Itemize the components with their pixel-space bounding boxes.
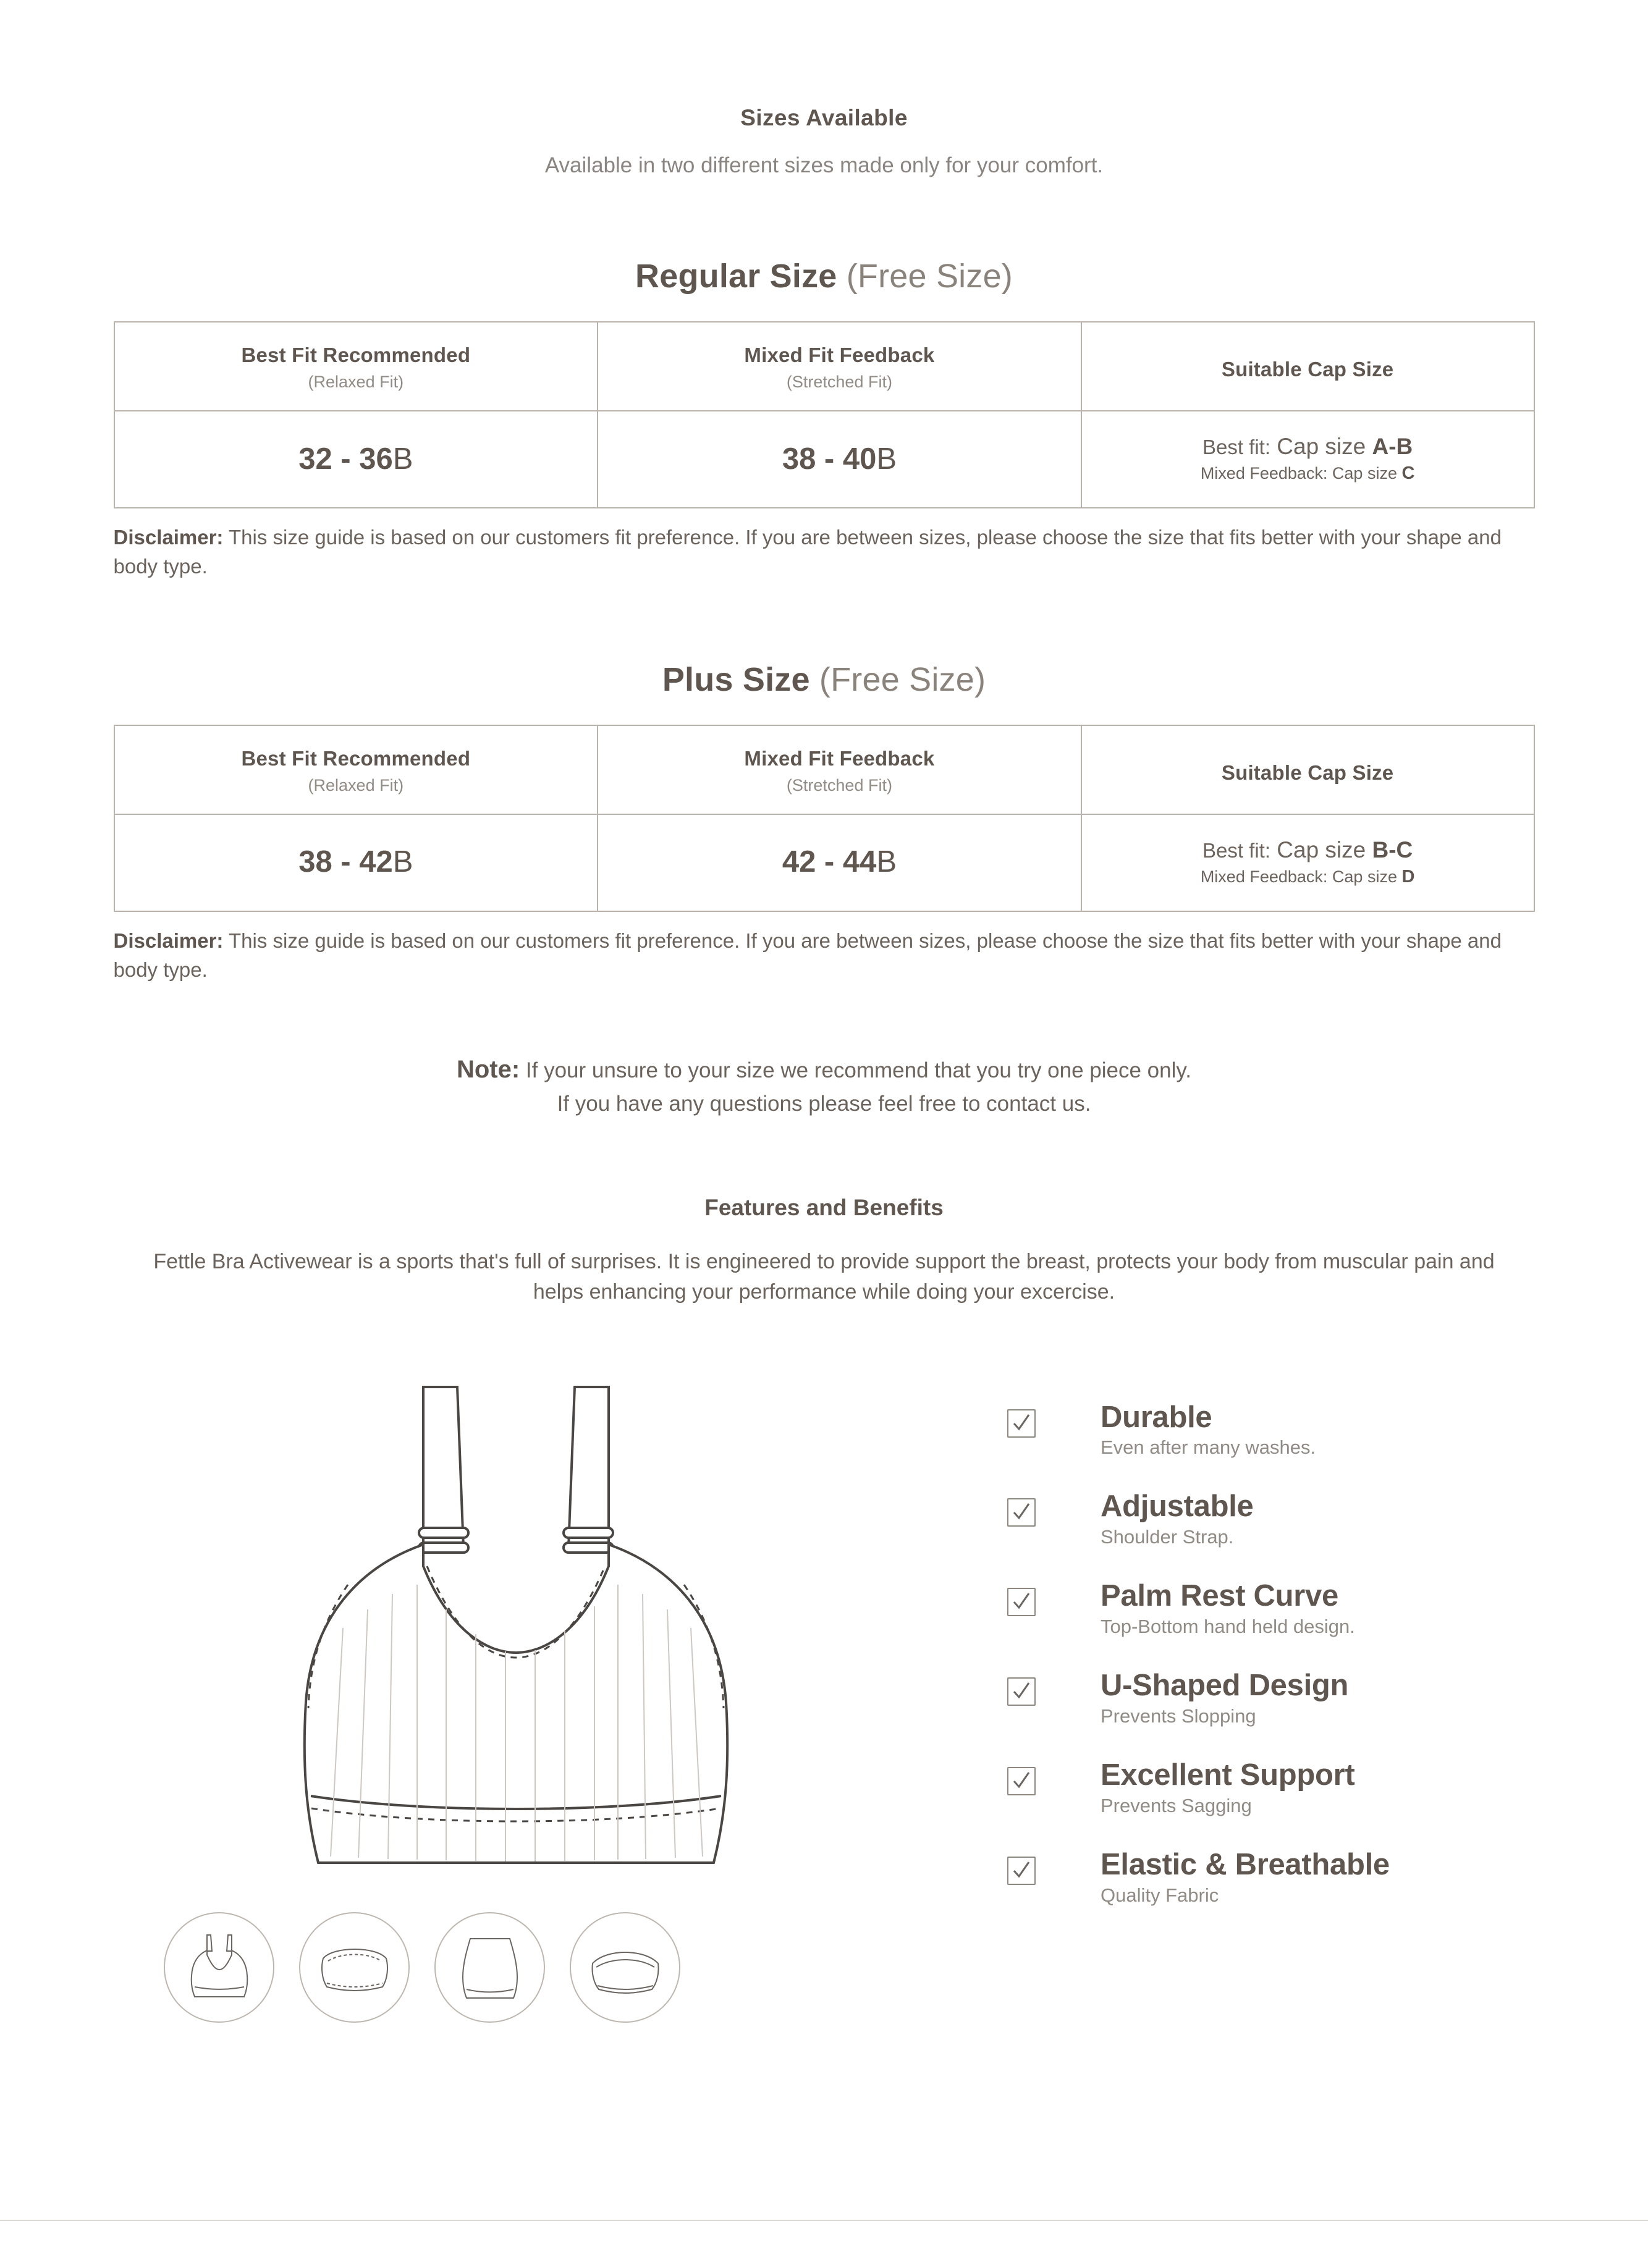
regular-table-head (114, 322, 1534, 411)
cap-best-fit-line (1088, 837, 1528, 863)
feature-name: Excellent Support (1101, 1758, 1355, 1792)
feature-text (1101, 1758, 1354, 1817)
note-line-2: If you have any questions please feel free to contact us. (557, 1092, 1091, 1116)
col-mixed-fit-sub: (Stretched Fit) (786, 373, 892, 391)
regular-size-table-wrap (114, 321, 1535, 508)
plus-size-table-wrap (114, 725, 1535, 912)
list-item (1007, 1579, 1549, 1638)
cap-best-value: Cap size (1277, 434, 1366, 459)
feature-text (1101, 1579, 1355, 1638)
checkbox-icon (1007, 1498, 1036, 1527)
feature-name: Durable (1101, 1400, 1212, 1434)
col-mixed-fit-sub: (Stretched Fit) (786, 775, 892, 795)
feature-sub: Quality Fabric (1101, 1884, 1219, 1906)
thumbnail-bottom-view[interactable] (570, 1912, 680, 2023)
table-header-row (114, 725, 1534, 814)
regular-size-table (114, 321, 1535, 508)
cap-mixed-letters: C (1401, 463, 1415, 483)
product-illustration-area (105, 1381, 927, 2023)
feature-name: Adjustable (1101, 1490, 1254, 1524)
features-description: Fettle Bra Activewear is a sports that's full of surprises. It is engineered to provide support the breast, protects your body from muscular pain and helps enhancing your performance while doing your excercise. (153, 1249, 1495, 1304)
thumbnail-front-view[interactable] (164, 1912, 274, 2023)
section-title-plus-strong: Plus Size (662, 660, 810, 698)
mixed-fit-range: 38 - 40 (782, 442, 877, 476)
list-item (1007, 1401, 1549, 1459)
note-line-1: If your unsure to your size we recommend that you try one piece only. (520, 1058, 1192, 1083)
cell-mixed-fit-value (598, 814, 1081, 911)
note-label: Note: (456, 1056, 520, 1084)
page-title: Sizes Available (740, 105, 908, 130)
best-fit-range: 38 - 42 (298, 845, 393, 879)
col-cap-size-label: Suitable Cap Size (1221, 358, 1394, 381)
footer-divider (0, 2220, 1648, 2221)
cap-best-letters: A-B (1372, 434, 1413, 459)
cell-mixed-fit-value (598, 411, 1081, 508)
disclaimer-regular (114, 523, 1535, 581)
cell-best-fit-value (114, 411, 598, 508)
regular-table-body (114, 411, 1534, 508)
bottom-section (0, 1381, 1648, 2023)
best-fit-value (121, 845, 591, 879)
cell-best-fit-value (114, 814, 598, 911)
thumbnail-row (105, 1912, 927, 2023)
page-subtitle: Available in two different sizes made only for your comfort. (544, 153, 1104, 177)
cap-best-label: Best fit: (1202, 436, 1270, 458)
mixed-fit-value (604, 442, 1075, 476)
disclaimer-label: Disclaimer: (113, 929, 224, 952)
cap-best-letters: B-C (1372, 837, 1413, 862)
note-block (0, 1051, 1648, 1121)
col-best-fit-sub: (Relaxed Fit) (308, 775, 404, 795)
feature-name: Elastic & Breathable (1101, 1847, 1390, 1881)
plus-size-table (114, 725, 1535, 912)
col-cap-size (1081, 725, 1534, 814)
list-item (1007, 1848, 1549, 1907)
cap-best-value: Cap size (1277, 837, 1366, 862)
checkbox-icon (1007, 1767, 1036, 1795)
col-mixed-fit-label: Mixed Fit Feedback (744, 344, 935, 366)
best-fit-value (121, 442, 591, 476)
checkbox-icon (1007, 1409, 1036, 1438)
disclaimer-text: This size guide is based on our customers fit preference. If you are between sizes, please choose the size that fits better with your shape and body type. (113, 526, 1502, 578)
col-mixed-fit (598, 322, 1081, 411)
best-fit-cup: B (392, 845, 413, 879)
feature-text (1101, 1401, 1316, 1459)
mixed-fit-range: 42 - 44 (782, 845, 877, 879)
disclaimer-label: Disclaimer: (113, 526, 224, 549)
feature-sub: Top-Bottom hand held design. (1101, 1616, 1355, 1638)
checkbox-icon (1007, 1677, 1036, 1706)
col-cap-size (1081, 322, 1534, 411)
section-title-plus-light: (Free Size) (819, 660, 986, 698)
feature-text (1101, 1848, 1390, 1907)
features-list (927, 1381, 1549, 2023)
feature-sub: Even after many washes. (1101, 1436, 1316, 1459)
feature-name: U-Shaped Design (1101, 1669, 1349, 1703)
table-row (114, 411, 1534, 508)
mixed-fit-value (604, 845, 1075, 879)
cap-mixed-letters: D (1401, 866, 1415, 887)
col-mixed-fit-label: Mixed Fit Feedback (744, 746, 935, 770)
section-title-regular (0, 257, 1648, 295)
mixed-fit-cup: B (876, 442, 897, 476)
col-best-fit (114, 725, 598, 814)
col-mixed-fit (598, 725, 1081, 814)
checkbox-icon (1007, 1588, 1036, 1616)
cap-mixed-line (1088, 463, 1528, 484)
col-best-fit-label: Best Fit Recommended (241, 746, 471, 770)
col-best-fit (114, 322, 598, 411)
feature-text (1101, 1669, 1348, 1727)
feature-text (1101, 1490, 1253, 1548)
disclaimer-text: This size guide is based on our customers fit preference. If you are between sizes, please choose the size that fits better with your shape and body type. (113, 929, 1502, 981)
best-fit-cup: B (392, 442, 413, 476)
col-best-fit-label: Best Fit Recommended (241, 344, 471, 366)
disclaimer-plus (114, 927, 1535, 985)
checkbox-icon (1007, 1857, 1036, 1885)
best-fit-range: 32 - 36 (298, 442, 393, 476)
cap-mixed-label: Mixed Feedback: Cap size (1200, 867, 1397, 886)
cap-mixed-label: Mixed Feedback: Cap size (1200, 464, 1397, 483)
mixed-fit-cup: B (876, 845, 897, 879)
thumbnail-back-view[interactable] (434, 1912, 545, 2023)
feature-sub: Prevents Sagging (1101, 1794, 1252, 1816)
section-title-regular-light: (Free Size) (846, 258, 1013, 295)
thumbnail-top-view[interactable] (299, 1912, 410, 2023)
list-item (1007, 1758, 1549, 1817)
cap-mixed-line (1088, 867, 1528, 887)
cap-best-fit-line (1088, 434, 1528, 460)
feature-sub: Prevents Slopping (1101, 1705, 1256, 1727)
table-header-row (114, 322, 1534, 411)
list-item (1007, 1669, 1549, 1727)
col-cap-size-label: Suitable Cap Size (1221, 761, 1394, 784)
col-best-fit-sub: (Relaxed Fit) (308, 373, 404, 391)
features-title: Features and Benefits (704, 1194, 944, 1220)
plus-table-body (114, 814, 1534, 911)
plus-table-head (114, 725, 1534, 814)
section-title-regular-strong: Regular Size (635, 258, 837, 295)
cap-best-label: Best fit: (1202, 838, 1270, 862)
feature-name: Palm Rest Curve (1101, 1579, 1338, 1613)
table-row (114, 814, 1534, 911)
feature-sub: Shoulder Strap. (1101, 1526, 1234, 1548)
section-title-plus (0, 660, 1648, 699)
cell-cap-size-value (1081, 411, 1534, 508)
page-header (0, 0, 1648, 178)
bra-illustration (238, 1381, 794, 1894)
list-item (1007, 1490, 1549, 1548)
cell-cap-size-value (1081, 814, 1534, 911)
